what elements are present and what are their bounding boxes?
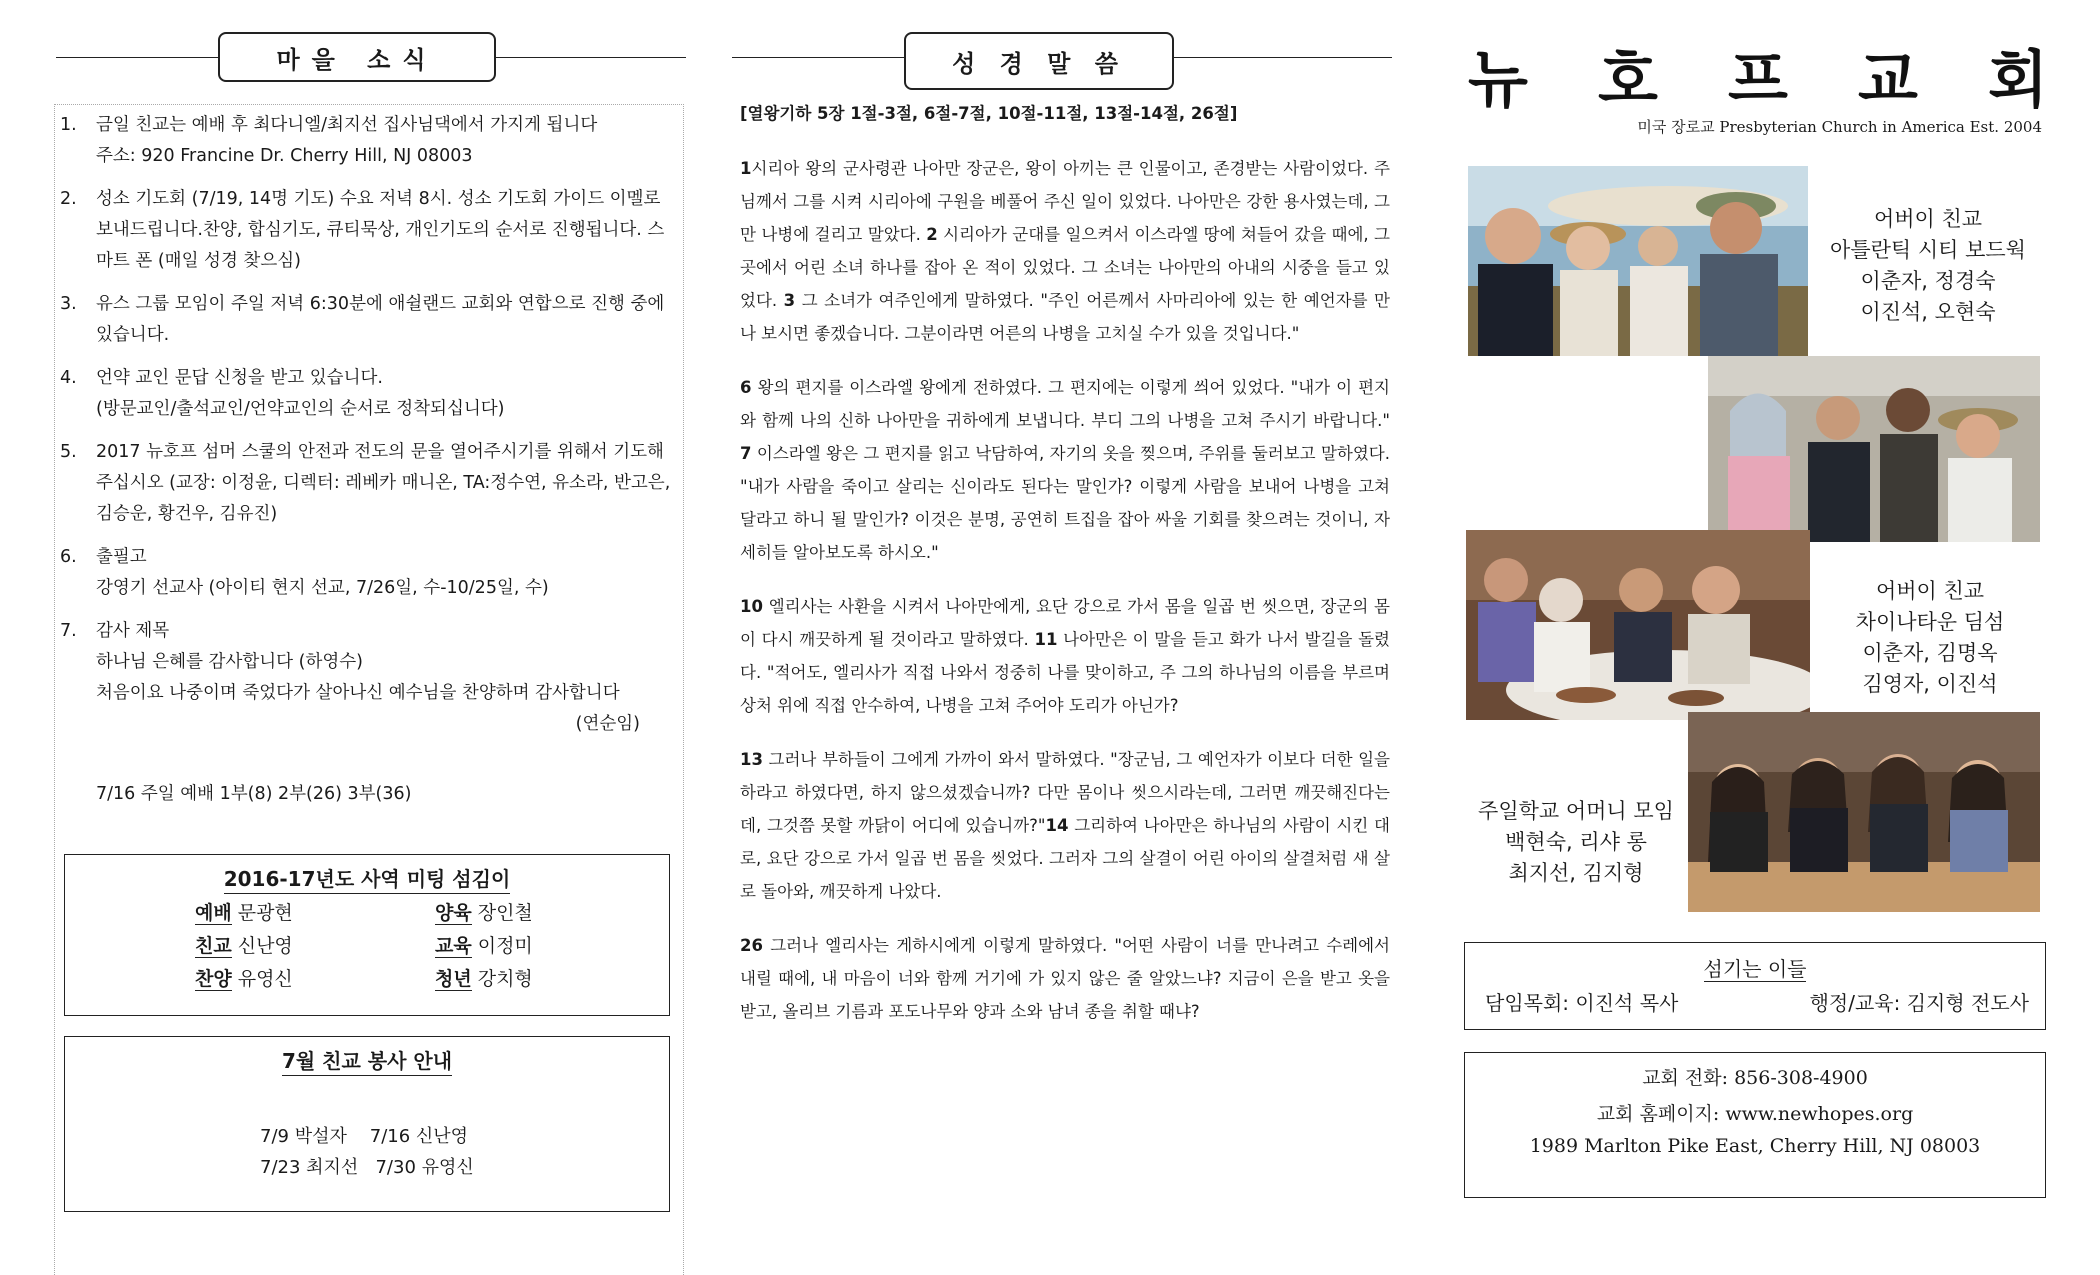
scripture-paragraph	[740, 152, 1390, 350]
news-item-sub: 강영기 선교사 (아이티 현지 선교, 7/26일, 수-10/25일, 수)	[96, 578, 549, 598]
verse-text: 그 소녀가 여주인에게 말하였다. "주인 어른께서 사마리아에 있는 한 예언자를 만나 보시면 좋겠습니다. 그분이라면 어른의 나병을 고치실 수가 있을 것입니다."	[740, 291, 1390, 343]
ministry-role: 교육	[435, 935, 472, 957]
fellowship-service-row: 7/23 최지선 7/30 유영신	[260, 1157, 474, 1178]
contact-address: 1989 Marlton Pike East, Cherry Hill, NJ 08003	[1529, 1135, 1981, 1157]
verse-text: 이스라엘 왕은 그 편지를 읽고 낙담하여, 자기의 옷을 찢으며, 주위를 둘러보고 말하였다. "내가 사람을 죽이고 살리는 신이라도 된다는 말인가? 이렇게 사람을 보내어 나병을 고쳐 달라고 하니 될 말인가? 이것은 분명, 공연히 트집을 잡아 싸울 기회를 찾으려는 것이니, 자세히들 알아보도록 하시오."	[740, 444, 1390, 562]
verse-text: 그러나 엘리사는 게하시에게 이렇게 말하였다. "어떤 사람이 너를 만나려고 수레에서 내릴 때에, 내 마음이 너와 함께 거기에 가 있지 않은 줄 알았느냐? 지금이 은을 받고 옷을 받고, 올리브 기름과 포도나무와 양과 소와 남녀 종을 취할 때냐?	[740, 936, 1390, 1021]
news-heading-bar	[56, 32, 686, 82]
verse-number: 13	[740, 750, 763, 769]
news-heading: 마을 소식	[218, 32, 496, 82]
scripture-paragraph	[740, 590, 1390, 722]
news-item	[60, 184, 680, 277]
verse-number: 3	[783, 291, 796, 310]
church-title-char: 호	[1598, 42, 1658, 116]
news-item-text: 금일 친교는 예배 후 최다니엘/최지선 집사님댁에서 가지게 됩니다	[96, 115, 598, 135]
church-title-char: 프	[1728, 42, 1788, 116]
news-item-text: 언약 교인 문답 신청을 받고 있습니다.	[96, 368, 383, 388]
photo-caption-boardwalk: 어버이 친교 아틀란틱 시티 보드웍 이춘자, 정경숙 이진석, 오현숙	[1830, 207, 2026, 324]
church-subtitle: 미국 장로교 Presbyterian Church in America Est. 2004	[1637, 118, 2042, 136]
news-item	[60, 363, 680, 425]
news-list	[60, 110, 680, 752]
contact-box	[1464, 1052, 2046, 1198]
news-item-text: 2017 뉴호프 섬머 스쿨의 안전과 전도의 문을 열어주시기를 위해서 기도해주십시오 (교장: 이정윤, 디렉터: 레베카 매니온, TA:정수연, 유소라, 반고은, 김승운, 황건우, 김유진)	[96, 442, 671, 524]
scripture-heading-bar	[732, 32, 1392, 82]
fellowship-service-title: 7월 친교 봉사 안내	[65, 1045, 669, 1074]
church-title-char: 뉴	[1468, 42, 1528, 116]
photo-street-image	[1708, 356, 2040, 542]
ministry-role: 친교	[195, 935, 232, 957]
ministry-item	[195, 930, 293, 963]
ministry-role: 찬양	[195, 968, 232, 990]
news-item-number: 2.	[60, 189, 77, 209]
church-title-char: 회	[1988, 42, 2048, 116]
ministry-item	[195, 963, 293, 996]
verse-text: 나아만은 이 말을 듣고 화가 나서 발길을 돌렸다. "적어도, 엘리사가 직접 나와서 정중히 나를 맞이하고, 주 그의 하나님의 이름을 부르며 상처 위에 직접 안수하여, 나병을 고쳐 주어야 도리가 아닌가?	[740, 630, 1390, 715]
news-item-sub: (방문교인/출석교인/언약교인의 순서로 정착되십니다)	[96, 399, 505, 419]
photo-mothers-image	[1688, 712, 2040, 912]
ministry-role: 양육	[435, 902, 472, 924]
church-title	[1468, 34, 2048, 114]
news-item-sub: 하나님 은혜를 감사합니다 (하영수)	[96, 652, 364, 672]
fellowship-service-box	[64, 1036, 670, 1212]
verse-text: 엘리사는 사환을 시켜서 나아만에게, 요단 강으로 가서 몸을 일곱 번 씻으면, 장군의 몸이 다시 깨끗하게 될 것이라고 말하였다.	[740, 597, 1390, 649]
scripture-heading: 성 경 말 씀	[904, 32, 1174, 90]
news-item-text: 출필고	[96, 547, 147, 567]
ministry-person: 이정미	[477, 935, 533, 957]
scripture-paragraph	[740, 743, 1390, 908]
verse-number: 6	[740, 378, 752, 397]
staff-admin: 행정/교육: 김지형 전도사	[1809, 991, 2029, 1015]
photo-street	[1708, 356, 2040, 542]
ministry-role: 청년	[435, 968, 472, 990]
news-item	[60, 289, 680, 351]
photo-caption-mothers: 주일학교 어머니 모임 백현숙, 리샤 롱 최지선, 김지형	[1478, 799, 1674, 885]
news-item-text: 감사 제목	[96, 621, 170, 641]
photo-dimsum	[1466, 530, 1810, 720]
news-item-sub: 처음이요 나중이며 죽었다가 살아나신 예수님을 찬양하며 감사합니다	[96, 683, 620, 703]
fellowship-service-row: 7/9 박설자 7/16 신난영	[260, 1126, 469, 1147]
fellowship-service-list	[260, 1121, 474, 1183]
news-item	[60, 110, 680, 172]
scripture-text	[740, 152, 1390, 1049]
ministry-item	[435, 963, 533, 996]
photo-dimsum-image	[1466, 530, 1810, 720]
verse-text: 시리아 왕의 군사령관 나아만 장군은, 왕이 아끼는 큰 인물이고, 존경받는 사람이었다. 주님께서 그를 시켜 시리아에 구원을 베풀어 주신 일이 있었다. 나아만은 강한 용사였는데, 그만 나병에 걸리고 말았다.	[740, 159, 1390, 244]
news-item-number: 4.	[60, 368, 77, 388]
news-item-text: 성소 기도회 (7/19, 14명 기도) 수요 저녁 8시. 성소 기도회 가이드 이멜로 보내드립니다.찬양, 합심기도, 큐티묵상, 개인기도의 순서로 진행됩니다. 스마트 폰 (매일 성경 찾으심)	[96, 189, 665, 271]
ministry-item	[435, 930, 533, 963]
staff-title: 섬기는 이들	[1703, 957, 1807, 981]
news-item	[60, 616, 680, 740]
news-item	[60, 437, 680, 530]
verse-number: 7	[740, 444, 752, 463]
news-item-number: 5.	[60, 442, 77, 462]
verse-text: 그리하여 나아만은 하나님의 사람이 시킨 대로, 요단 강으로 가서 일곱 번 몸을 씻었다. 그러자 그의 살결이 어린 아이의 살결처럼 새 살로 돌아와, 깨끗하게 나았다.	[740, 816, 1390, 901]
ministry-person: 문광현	[237, 902, 293, 924]
ministry-role: 예배	[195, 902, 232, 924]
verse-number: 11	[1034, 630, 1058, 649]
staff-box	[1464, 942, 2046, 1030]
news-item	[60, 542, 680, 604]
ministry-person: 유영신	[237, 968, 293, 990]
verse-number: 2	[926, 225, 938, 244]
photo-boardwalk-image	[1468, 166, 1808, 356]
ministry-person: 장인철	[477, 902, 533, 924]
contact-phone: 교회 전화: 856-308-4900	[1642, 1067, 1868, 1089]
verse-text: 시리아가 군대를 일으켜서 이스라엘 땅에 쳐들어 갔을 때에, 그 곳에서 어린 소녀 하나를 잡아 온 적이 있었다. 그 소녀는 나아만의 아내의 시중을 들고 있었다.	[740, 225, 1390, 310]
news-item-number: 6.	[60, 547, 77, 567]
scripture-paragraph	[740, 929, 1390, 1028]
verse-number: 14	[1045, 816, 1069, 835]
news-item-text: 유스 그룹 모임이 주일 저녁 6:30분에 애쉴랜드 교회와 연합으로 진행 중에 있습니다.	[96, 294, 665, 345]
ministry-item	[435, 897, 533, 930]
photo-mothers	[1688, 712, 2040, 912]
ministry-person: 신난영	[237, 935, 293, 957]
photo-caption-dimsum: 어버이 친교 차이나타운 딤섬 이춘자, 김명옥 김영자, 이진석	[1855, 579, 2005, 696]
verse-number: 10	[740, 597, 763, 616]
scripture-reference: [열왕기하 5장 1절-3절, 6절-7절, 10절-11절, 13절-14절, 26절]	[740, 104, 1238, 123]
verse-number: 1	[740, 159, 752, 178]
ministry-person: 강치형	[477, 968, 533, 990]
verse-text: 그러나 부하들이 그에게 가까이 와서 말하였다. "장군님, 그 예언자가 이보다 더한 일을 하라고 하였다면, 하지 않으셨겠습니까? 다만 몸이나 씻으시라는데, 그러면 깨끗해진다는데, 그것쯤 못할 까닭이 어디에 있습니까?"	[740, 750, 1390, 835]
news-item-number: 1.	[60, 115, 77, 135]
church-title-char: 교	[1858, 42, 1918, 116]
ministry-box	[64, 854, 670, 1016]
staff-pastor: 담임목회: 이진석 목사	[1485, 991, 1679, 1015]
attendance-count: 7/16 주일 예배 1부(8) 2부(26) 3부(36)	[96, 784, 412, 804]
news-item-number: 7.	[60, 621, 77, 641]
contact-homepage[interactable]: 교회 홈페이지: www.newhopes.org	[1596, 1103, 1914, 1125]
verse-text: 왕의 편지를 이스라엘 왕에게 전하였다. 그 편지에는 이렇게 씌어 있었다. "내가 이 편지와 함께 나의 신하 나아만을 귀하에게 보냅니다. 부디 그의 나병을 고쳐 주시기 바랍니다."	[740, 378, 1390, 430]
ministry-item	[195, 897, 293, 930]
news-item-number: 3.	[60, 294, 77, 314]
news-item-signature: (연순임)	[575, 714, 640, 734]
verse-number: 26	[740, 936, 763, 955]
ministry-title: 2016-17년도 사역 미팅 섬김이	[65, 863, 669, 892]
photo-boardwalk	[1468, 166, 1808, 356]
news-item-sub: 주소: 920 Francine Dr. Cherry Hill, NJ 08003	[96, 146, 473, 166]
scripture-paragraph	[740, 371, 1390, 569]
